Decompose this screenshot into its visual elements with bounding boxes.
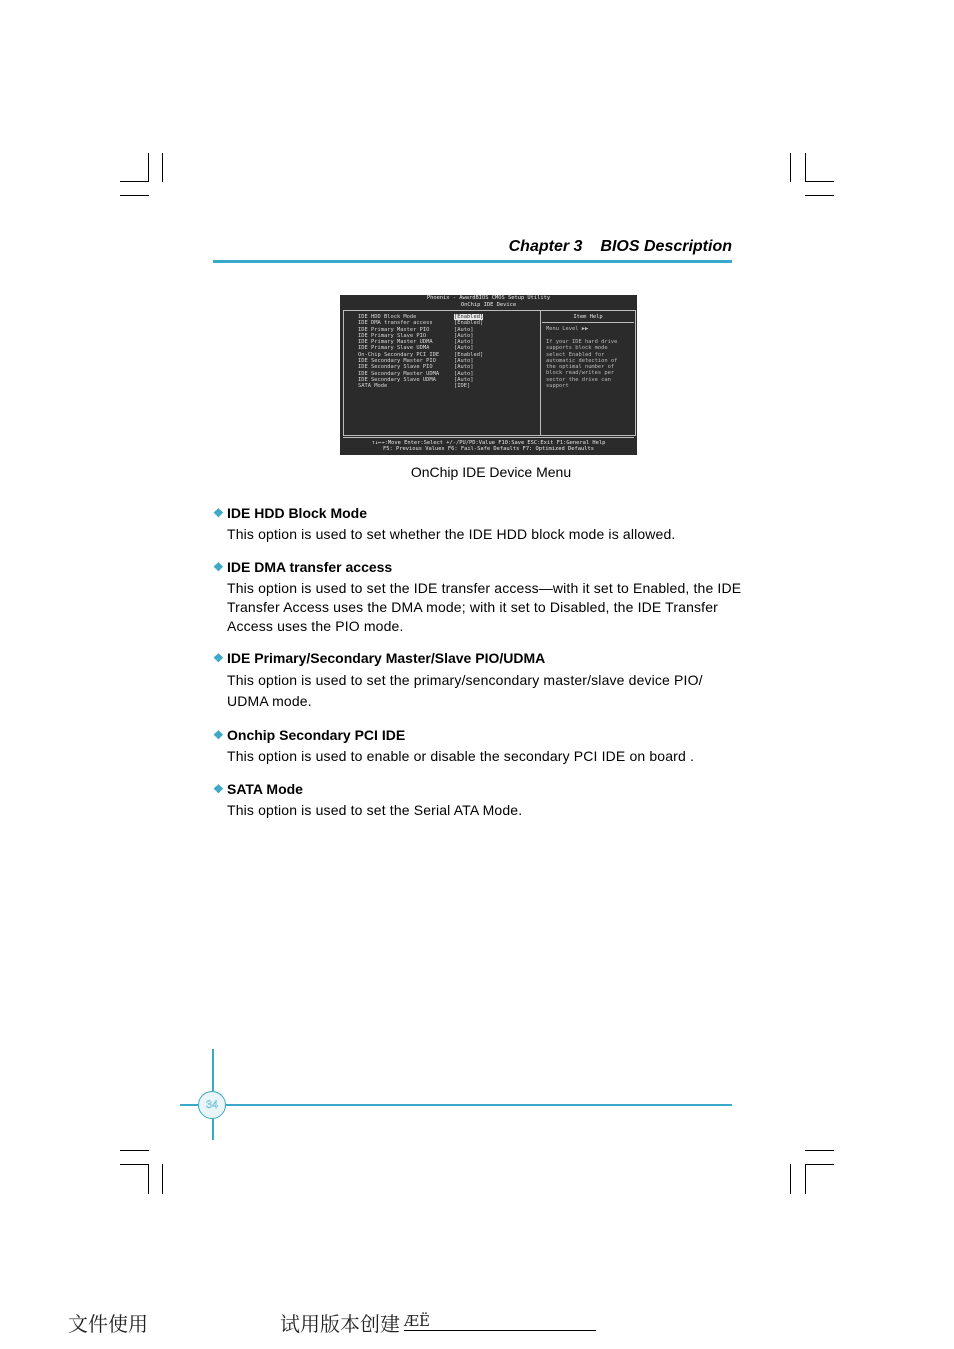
bios-help-line: block read/writes per <box>546 370 615 377</box>
bios-footer-rule <box>343 437 634 438</box>
bios-divider <box>540 310 541 436</box>
bios-help-text <box>546 339 632 389</box>
bios-setting-value[interactable]: [Auto] <box>454 345 474 352</box>
bios-utility-title: Phoenix - AwardBIOS CMOS Setup Utility <box>426 295 551 301</box>
section-body: This option is used to set the IDE transfer access—with it set to Enabled, the IDE Transfer Access uses the DMA mode; with it set to Disabled, the IDE Transfer Access uses the PIO mode. <box>227 580 742 634</box>
section-body: This option is used to enable or disable the secondary PCI IDE on board . <box>227 748 694 764</box>
bios-setting-value[interactable]: [Enabled] <box>454 351 484 358</box>
bios-setting-value[interactable]: [Auto] <box>454 339 474 346</box>
watermark-left: 文件使用 <box>68 1312 148 1336</box>
bios-setting-value[interactable]: [Auto] <box>454 364 474 371</box>
running-header <box>213 238 732 262</box>
bios-setting-label: IDE Secondary Master PIO <box>358 358 436 365</box>
bios-setting-label: SATA Mode <box>358 383 388 390</box>
section-body: This option is used to set the primary/sencondary master/slave device PIO/ UDMA mode. <box>227 672 703 709</box>
bios-menu-title: OnChip IDE Device <box>460 301 517 308</box>
bios-setting-label: IDE Primary Master PIO <box>358 326 430 333</box>
bios-help-header: Item Help <box>573 314 603 320</box>
section-title <box>213 503 743 523</box>
bios-help-line: automatic detection of <box>546 357 618 364</box>
bios-screenshot <box>340 295 637 455</box>
bios-setting-label: IDE Secondary Slave UDMA <box>358 376 436 383</box>
section-body: This option is used to set the Serial ATA Mode. <box>227 802 523 818</box>
bios-setting-label: IDE Secondary Master UDMA <box>358 370 440 377</box>
bios-footer-keys: ↑↓←→:Move Enter:Select +/-/PU/PD:Value F10:Save ESC:Exit F1:General Help <box>371 440 606 446</box>
section-ide-pio-udma <box>213 648 743 712</box>
watermark-right: 试用版本创建 <box>280 1312 400 1336</box>
diamond-bullet-icon: ❖ <box>213 728 224 742</box>
bios-settings-list <box>358 314 538 390</box>
section-body: This option is used to set whether the IDE HDD block mode is allowed. <box>227 526 676 542</box>
bios-setting-label: IDE Secondary Slave PIO <box>358 364 433 371</box>
figure-caption: OnChip IDE Device Menu <box>410 464 572 480</box>
bios-menu-level: Menu Level ▶▶ <box>546 326 589 332</box>
section-sata-mode <box>213 779 743 820</box>
bios-setting-value[interactable]: [Enabled] <box>454 320 484 327</box>
diamond-bullet-icon: ❖ <box>213 560 224 574</box>
diamond-bullet-icon: ❖ <box>213 782 224 796</box>
section-heading: IDE HDD Block Mode <box>227 505 368 521</box>
watermark-underline <box>404 1330 596 1331</box>
bios-help-line: the optimal number of <box>546 364 615 371</box>
bios-help-line: support <box>546 383 569 390</box>
section-title <box>213 557 743 577</box>
bios-setting-row[interactable] <box>358 383 538 389</box>
section-heading: IDE Primary/Secondary Master/Slave PIO/UDMA <box>227 650 546 666</box>
bios-setting-value[interactable]: [Enabled] <box>454 314 484 320</box>
section-title <box>213 648 743 668</box>
bios-help-line: If your IDE hard drive <box>546 339 618 345</box>
diamond-bullet-icon: ❖ <box>213 651 224 665</box>
bios-title-bar <box>340 295 637 309</box>
bios-setting-label: IDE Primary Slave UDMA <box>358 345 430 352</box>
page-number: 34 <box>198 1091 226 1119</box>
footer-rule <box>180 1104 732 1106</box>
bios-setting-label: IDE Primary Slave PIO <box>358 332 427 339</box>
bios-setting-value[interactable]: [Auto] <box>454 376 474 383</box>
section-onchip-secondary-pci-ide <box>213 725 743 766</box>
bios-help-line: sector the drive can <box>546 376 611 383</box>
bios-setting-value[interactable]: [Auto] <box>454 370 474 377</box>
bios-setting-label: IDE DMA transfer access <box>358 320 433 327</box>
bios-help-rule <box>542 322 634 323</box>
section-heading: Onchip Secondary PCI IDE <box>227 727 406 743</box>
bios-setting-label: On-Chip Secondary PCI IDE <box>358 351 440 358</box>
footer-vertical-rule-top <box>212 1049 214 1091</box>
section-heading: SATA Mode <box>227 781 303 797</box>
bios-help-line: select Enabled for <box>546 351 605 358</box>
chapter-title: BIOS Description <box>600 238 732 255</box>
diamond-bullet-icon: ❖ <box>213 506 224 520</box>
section-ide-dma-transfer-access <box>213 557 743 636</box>
watermark-tag: ÆË <box>404 1312 430 1330</box>
chapter-label: Chapter 3 <box>508 238 583 255</box>
header-rule <box>213 260 732 263</box>
bios-setting-label: IDE Primary Master UDMA <box>358 339 433 346</box>
bios-footer-defaults: F5: Previous Values F6: Fail-Safe Defaults F7: Optimized Defaults <box>383 446 594 453</box>
section-heading: IDE DMA transfer access <box>227 559 393 575</box>
footer-vertical-rule-bottom <box>212 1119 214 1140</box>
bios-setting-value[interactable]: [Auto] <box>454 326 474 333</box>
bios-setting-value[interactable]: [Auto] <box>454 358 474 365</box>
bios-setting-value[interactable]: [Auto] <box>454 332 474 339</box>
section-ide-hdd-block-mode <box>213 503 743 544</box>
section-title <box>213 725 743 745</box>
bios-help-line: supports block mode <box>546 345 608 352</box>
section-title <box>213 779 743 799</box>
bios-setting-label: IDE HDD Block Mode <box>358 314 417 320</box>
bios-setting-value[interactable]: [IDE] <box>454 383 471 390</box>
bios-footer <box>340 440 637 453</box>
